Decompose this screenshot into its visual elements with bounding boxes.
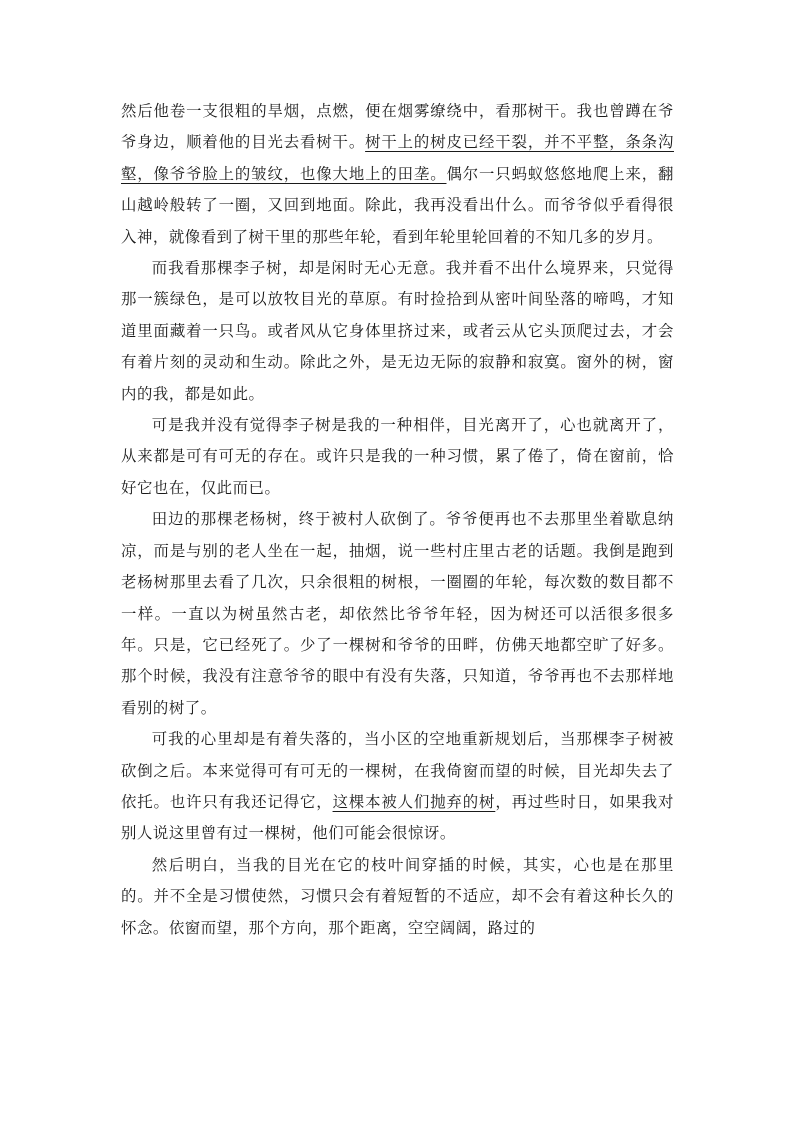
- paragraph-4: [121, 504, 674, 724]
- paragraph-5-underlined-phrase: 这棵本被人们抛弃的树: [332, 792, 496, 811]
- paragraph-4-text: 田边的那棵老杨树，终于被村人砍倒了。爷爷便再也不去那里坐着歇息纳凉，而是与别的老人坐在一起，抽烟，说一些村庄里古老的话题。我倒是跑到老杨树那里去看了几次，只余很粗的树根，一圈圈的年轮，每次数的数目都不一样。一直以为树虽然古老，却依然比爷爷年轻，因为树还可以活很多很多年。只是，它已经死了。少了一棵树和爷爷的田畔，仿佛天地都空旷了好多。那个时候，我没有注意爷爷的眼中有没有失落，只知道，爷爷再也不去那样地看别的树了。: [121, 510, 674, 717]
- paragraph-3-text: 可是我并没有觉得李子树是我的一种相伴，目光离开了，心也就离开了，从来都是可有可无的存在。或许只是我的一种习惯，累了倦了，倚在窗前，恰好它也在，仅此而已。: [121, 416, 674, 497]
- paragraph-3: [121, 410, 674, 504]
- essay-body: [121, 96, 674, 944]
- paragraph-5: [121, 724, 674, 850]
- paragraph-6: [121, 850, 674, 944]
- paragraph-1-text-a: 然后他卷一支很粗的旱烟，点燃，便在烟雾缭绕中，看那树干。我也曾蹲在爷爷身边，顺着他的目光去看树干。: [121, 102, 674, 152]
- paragraph-6-text: 然后明白，当我的目光在它的枝叶间穿插的时候，其实，心也是在那里的。并不全是习惯使然，习惯只会有着短暂的不适应，却不会有着这种长久的怀念。依窗而望，那个方向，那个距离，空空阔阔，路过的: [121, 855, 674, 937]
- paragraph-5-text-a: 可我的心里却是有着失落的，当小区的空地重新规划后，当那棵李子树被砍倒之后。本来觉得可有可无的一棵树，在我倚窗而望的时候，目光却失去了依托。也许只有我还记得它，: [121, 730, 674, 811]
- paragraph-5-text-b: ，再过些时日，如果我对别人说这里曾有过一棵树，他们可能会很惊讶。: [121, 792, 674, 843]
- paragraph-1-underlined-sentence: 树干上的树皮已经干裂，并不平整，条条沟壑，像爷爷脸上的皱纹，也像大地上的田垄。: [121, 133, 674, 183]
- paragraph-1: [121, 96, 674, 253]
- paragraph-2: [121, 253, 674, 410]
- paragraph-1-text-b: 偶尔一只蚂蚁悠悠地爬上来，翻山越岭般转了一圈，又回到地面。除此，我再没看出什么。而爷爷似乎看得很入神，就像看到了树干里的那些年轮，看到年轮里轮回着的不知几多的岁月。: [121, 164, 674, 246]
- paragraph-2-text: 而我看那棵李子树，却是闲时无心无意。我并看不出什么境界来，只觉得那一簇绿色，是可以放牧目光的草原。有时捡拾到从密叶间坠落的啼鸣，才知道里面藏着一只鸟。或者风从它身体里挤过来，或者云从它头顶爬过去，才会有着片刻的灵动和生动。除此之外，是无边无际的寂静和寂寞。窗外的树，窗内的我，都是如此。: [121, 259, 674, 403]
